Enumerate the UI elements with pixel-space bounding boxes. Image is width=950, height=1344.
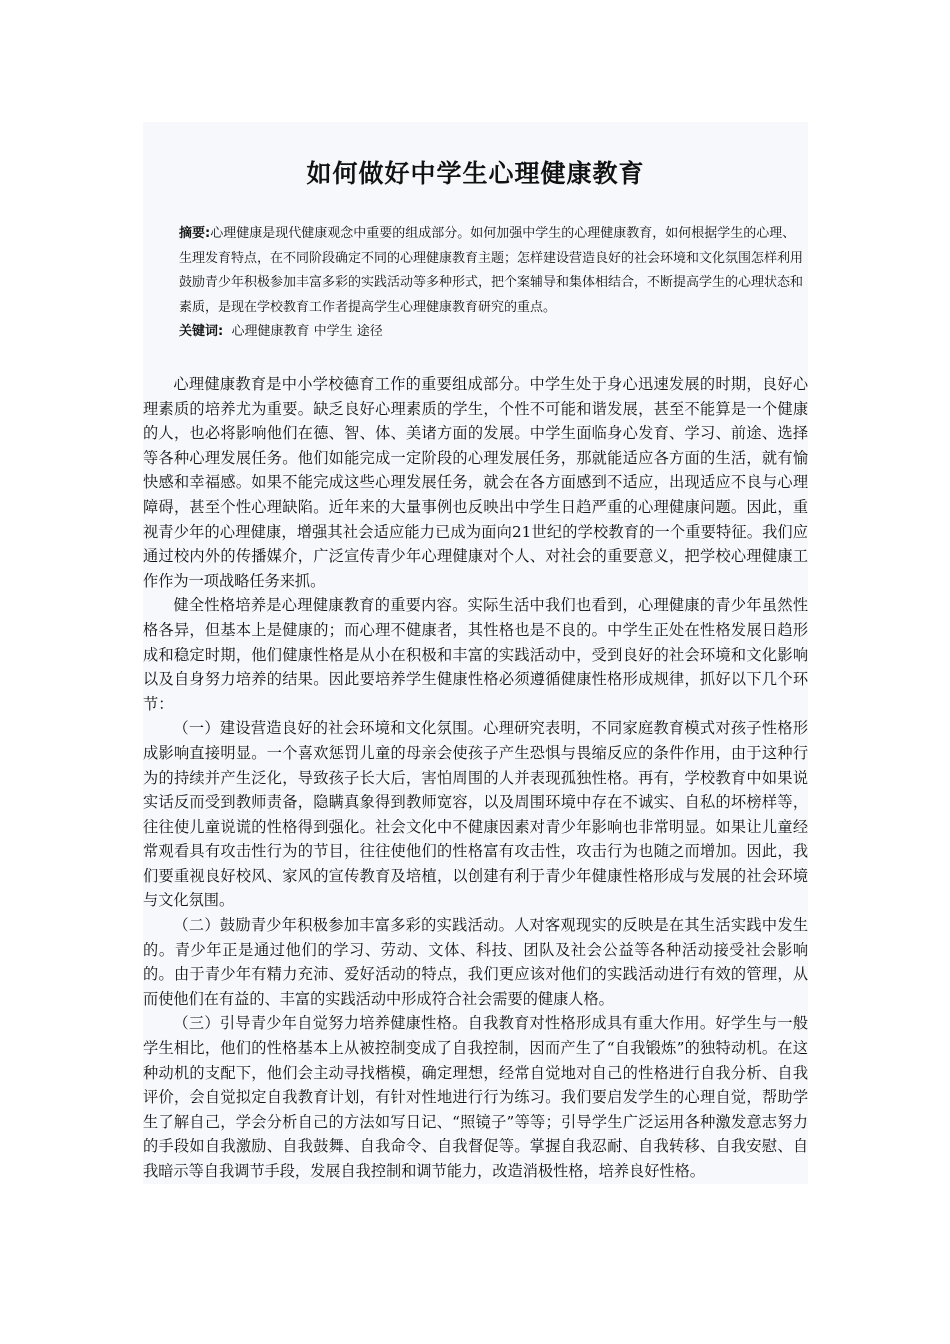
paragraph: 健全性格培养是心理健康教育的重要内容。实际生活中我们也看到，心理健康的青少年虽然性格各异，但基本上是健康的；而心理不健康者，其性格也是不良的。中学生正处在性格发展日趋形成和稳定时期，他们健康性格是从小在积极和丰富的实践活动中，受到良好的社会环境和文化影响以及自身努力培养的结果。因此要培养学生健康性格必须遵循健康性格形成规律，抓好以下几个环节： bbox=[143, 596, 808, 713]
abstract-text: 心理健康是现代健康观念中重要的组成部分。如何加强中学生的心理健康教育，如何根据学生的心理、生理发育特点，在不同阶段确定不同的心理健康教育主题；怎样建设营造良好的社会环境和文化氛围怎样利用鼓励青少年积极参加丰富多彩的实践活动等多种形式，把个案辅导和集体相结合，不断提高学生的心理状态和素质，是现在学校教育工作者提高学生心理健康教育研究的重点。 bbox=[179, 226, 804, 315]
paragraph: （一）建设营造良好的社会环境和文化氛围。心理研究表明，不同家庭教育模式对孩子性格形成影响直接明显。一个喜欢惩罚儿童的母亲会使孩子产生恐惧与畏缩反应的条件作用，由于这种行为的持续并产生泛化，导致孩子长大后，害怕周围的人并表现孤独性格。再有，学校教育中如果说实话反而受到教师责备，隐瞒真象得到教师宽容，以及周围环境中存在不诚实、自私的坏榜样等，往往使儿童说谎的性格得到强化。社会文化中不健康因素对青少年影响也非常明显。如果让儿童经常观看具有攻击性行为的节目，往往使他们的性格富有攻击性，攻击行为也随之而增加。因此，我们要重视良好校风、家风的宣传教育及培植，以创建有利于青少年健康性格形成与发展的社会环境与文化氛围。 bbox=[143, 719, 808, 910]
document-body bbox=[143, 122, 808, 1184]
keywords-text: 心理健康教育 中学生 途径 bbox=[231, 324, 383, 339]
document-title: 如何做好中学生心理健康教育 bbox=[306, 159, 645, 188]
keywords bbox=[143, 320, 808, 344]
keywords-label: 关键词: bbox=[179, 324, 224, 339]
paragraph: （三）引导青少年自觉努力培养健康性格。自我教育对性格形成具有重大作用。好学生与一般学生相比，他们的性格基本上从被控制变成了自我控制，因而产生了“自我锻炼”的独特动机。在这种动机的支配下，他们会主动寻找楷模，确定理想，经常自觉地对自己的性格进行自我分析、自我评价，会自觉拟定自我教育计划，有针对性地进行行为练习。我们要启发学生的心理自觉，帮助学生了解自己，学会分析自己的方法如写日记、“照镜子”等等；引导学生广泛运用各种激发意志努力的手段如自我激励、自我鼓舞、自我命令、自我督促等。掌握自我忍耐、自我转移、自我安慰、自我暗示等自我调节手段，发展自我控制和调节能力，改造消极性格，培养良好性格。 bbox=[143, 1014, 808, 1180]
abstract-section bbox=[143, 222, 808, 344]
paragraph: 心理健康教育是中小学校德育工作的重要组成部分。中学生处于身心迅速发展的时期，良好心理素质的培养尤为重要。缺乏良好心理素质的学生，个性不可能和谐发展，甚至不能算是一个健康的人，也必将影响他们在德、智、体、美诸方面的发展。中学生面临身心发育、学习、前途、选择等各种心理发展任务。他们如能完成一定阶段的心理发展任务，那就能适应各方面的生活，就有愉快感和幸福感。如果不能完成这些心理发展任务，就会在各方面感到不适应，出现适应不良与心理障碍，甚至个性心理缺陷。近年来的大量事例也反映出中学生日趋严重的心理健康问题。因此，重视青少年的心理健康，增强其社会适应能力已成为面向21世纪的学校教育的一个重要特征。我们应通过校内外的传播媒介，广泛宣传青少年心理健康对个人、对社会的重要意义，把学校心理健康工作作为一项战略任务来抓。 bbox=[143, 375, 808, 590]
abstract-label: 摘要: bbox=[179, 226, 211, 241]
abstract bbox=[143, 222, 808, 320]
main-text bbox=[143, 372, 808, 1184]
paragraph: （二）鼓励青少年积极参加丰富多彩的实践活动。人对客观现实的反映是在其生活实践中发生的。青少年正是通过他们的学习、劳动、文体、科技、团队及社会公益等各种活动接受社会影响的。由于青少年有精力充沛、爱好活动的特点，我们更应该对他们的实践活动进行有效的管理，从而使他们在有益的、丰富的实践活动中形成符合社会需要的健康人格。 bbox=[143, 916, 808, 1008]
